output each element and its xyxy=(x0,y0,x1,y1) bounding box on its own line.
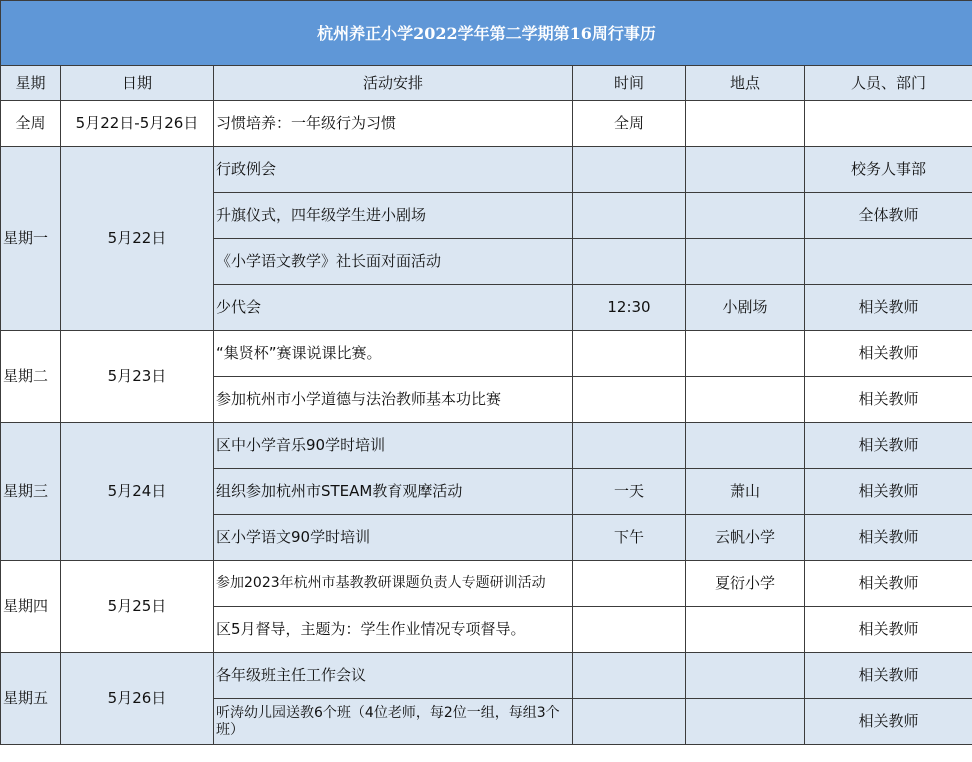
people-cell xyxy=(805,101,972,147)
table-row xyxy=(1,653,972,699)
time-cell xyxy=(573,147,686,193)
activity-cell: “集贤杯”赛课说课比赛。 xyxy=(214,331,573,377)
header-time: 时间 xyxy=(573,66,686,101)
time-cell xyxy=(573,377,686,423)
table-row xyxy=(1,101,972,147)
header-place: 地点 xyxy=(686,66,805,101)
people-cell: 相关教师 xyxy=(805,423,972,469)
place-cell xyxy=(686,193,805,239)
place-cell: 云帆小学 xyxy=(686,515,805,561)
people-cell: 相关教师 xyxy=(805,561,972,607)
people-cell: 全体教师 xyxy=(805,193,972,239)
header-day: 星期 xyxy=(1,66,61,101)
table-row xyxy=(1,561,972,607)
day-cell: 全周 xyxy=(1,101,61,147)
page-title: 杭州养正小学2022学年第二学期第16周行事历 xyxy=(1,1,972,66)
place-cell xyxy=(686,423,805,469)
activity-cell: 区5月督导，主题为：学生作业情况专项督导。 xyxy=(214,607,573,653)
place-cell xyxy=(686,147,805,193)
activity-cell: 少代会 xyxy=(214,285,573,331)
activity-cell: 听涛幼儿园送教6个班（4位老师，每2位一组，每组3个班） xyxy=(214,699,573,745)
time-cell xyxy=(573,331,686,377)
header-people: 人员、部门 xyxy=(805,66,972,101)
activity-cell: 升旗仪式，四年级学生进小剧场 xyxy=(214,193,573,239)
activity-cell: 《小学语文教学》社长面对面活动 xyxy=(214,239,573,285)
date-cell: 5月24日 xyxy=(61,423,214,561)
table-row xyxy=(1,331,972,377)
people-cell: 相关教师 xyxy=(805,377,972,423)
activity-cell: 参加2023年杭州市基教教研课题负责人专题研训活动 xyxy=(214,561,573,607)
time-cell xyxy=(573,607,686,653)
place-cell: 萧山 xyxy=(686,469,805,515)
people-cell: 相关教师 xyxy=(805,515,972,561)
date-cell: 5月26日 xyxy=(61,653,214,745)
day-cell: 星期二 xyxy=(1,331,61,423)
time-cell xyxy=(573,699,686,745)
activity-cell: 习惯培养：一年级行为习惯 xyxy=(214,101,573,147)
date-cell: 5月23日 xyxy=(61,331,214,423)
day-cell: 星期一 xyxy=(1,147,61,331)
people-cell xyxy=(805,239,972,285)
place-cell xyxy=(686,377,805,423)
activity-cell: 区小学语文90学时培训 xyxy=(214,515,573,561)
people-cell: 校务人事部 xyxy=(805,147,972,193)
people-cell: 相关教师 xyxy=(805,285,972,331)
day-cell: 星期五 xyxy=(1,653,61,745)
activity-cell: 各年级班主任工作会议 xyxy=(214,653,573,699)
time-cell xyxy=(573,239,686,285)
time-cell xyxy=(573,193,686,239)
place-cell xyxy=(686,653,805,699)
place-cell xyxy=(686,239,805,285)
day-cell: 星期三 xyxy=(1,423,61,561)
time-cell xyxy=(573,561,686,607)
place-cell: 夏衍小学 xyxy=(686,561,805,607)
place-cell xyxy=(686,331,805,377)
people-cell: 相关教师 xyxy=(805,607,972,653)
date-cell: 5月25日 xyxy=(61,561,214,653)
place-cell xyxy=(686,101,805,147)
activity-cell: 区中小学音乐90学时培训 xyxy=(214,423,573,469)
activity-cell: 行政例会 xyxy=(214,147,573,193)
people-cell: 相关教师 xyxy=(805,469,972,515)
time-cell xyxy=(573,423,686,469)
table-row xyxy=(1,423,972,469)
time-cell xyxy=(573,653,686,699)
people-cell: 相关教师 xyxy=(805,699,972,745)
time-cell: 一天 xyxy=(573,469,686,515)
place-cell xyxy=(686,699,805,745)
activity-cell: 组织参加杭州市STEAM教育观摩活动 xyxy=(214,469,573,515)
place-cell xyxy=(686,607,805,653)
place-cell: 小剧场 xyxy=(686,285,805,331)
day-cell: 星期四 xyxy=(1,561,61,653)
people-cell: 相关教师 xyxy=(805,331,972,377)
header-date: 日期 xyxy=(61,66,214,101)
time-cell: 12:30 xyxy=(573,285,686,331)
header-row xyxy=(1,66,972,101)
time-cell: 全周 xyxy=(573,101,686,147)
table-row xyxy=(1,147,972,193)
header-activity: 活动安排 xyxy=(214,66,573,101)
date-cell: 5月22日 xyxy=(61,147,214,331)
activity-cell: 参加杭州市小学道德与法治教师基本功比赛 xyxy=(214,377,573,423)
time-cell: 下午 xyxy=(573,515,686,561)
people-cell: 相关教师 xyxy=(805,653,972,699)
date-cell: 5月22日-5月26日 xyxy=(61,101,214,147)
